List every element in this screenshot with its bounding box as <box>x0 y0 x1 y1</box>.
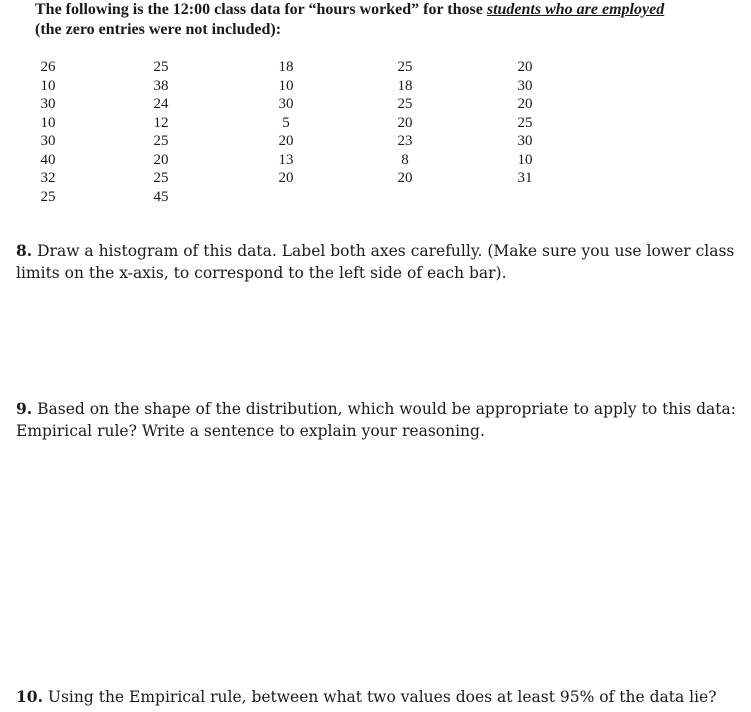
data-value: 24 <box>153 96 169 112</box>
data-value: 30 <box>517 77 533 94</box>
data-value: 10 <box>278 77 294 94</box>
data-value: 13 <box>278 151 294 168</box>
data-value: 20 <box>278 133 294 149</box>
data-column-1 <box>33 58 63 206</box>
question-text: Draw a histogram of this data. Label both axes carefully. (Make sure you use lower class limits on the x-axis, to correspond to the left side of each bar). <box>16 242 735 282</box>
question-9 <box>16 398 746 442</box>
data-value: 20 <box>397 114 413 131</box>
data-value: 23 <box>397 133 413 149</box>
data-value: 30 <box>278 96 294 112</box>
data-value: 25 <box>517 114 533 131</box>
data-value: 12 <box>153 114 169 131</box>
data-value: 32 <box>40 170 56 186</box>
data-value: 10 <box>40 77 56 94</box>
data-value: 40 <box>40 151 56 168</box>
data-value: 30 <box>517 133 533 149</box>
question-number: 10. <box>16 687 43 706</box>
data-value: 5 <box>282 114 290 131</box>
data-column-3 <box>271 58 301 188</box>
data-column-4 <box>390 58 420 188</box>
data-value: 30 <box>40 133 56 149</box>
question-number: 8. <box>16 241 33 260</box>
question-text: Based on the shape of the distribution, which would be appropriate to apply to this data: Empirical rule? Write a sentence to explain your reasoning. <box>16 400 736 440</box>
data-value: 20 <box>278 170 294 186</box>
data-value: 31 <box>517 170 533 186</box>
question-10 <box>16 686 746 708</box>
intro-emphasis: students who are employed <box>486 1 665 18</box>
data-value: 18 <box>278 59 294 75</box>
data-value: 20 <box>517 59 533 75</box>
data-value: 25 <box>153 170 169 186</box>
intro-line-2: (the zero entries were not included): <box>35 21 282 38</box>
question-text: Using the Empirical rule, between what two values does at least 95% of the data lie? <box>47 688 717 706</box>
data-value: 26 <box>40 59 56 75</box>
data-value: 38 <box>153 77 169 94</box>
data-value: 20 <box>397 170 413 186</box>
data-value: 25 <box>397 59 413 75</box>
data-intro <box>35 0 664 40</box>
data-value: 10 <box>40 114 56 131</box>
data-column-5 <box>510 58 540 188</box>
question-8 <box>16 240 746 284</box>
data-value: 18 <box>397 77 413 94</box>
data-value: 8 <box>401 151 409 168</box>
data-value: 25 <box>153 59 169 75</box>
data-column-2 <box>146 58 176 206</box>
data-value: 20 <box>153 151 169 168</box>
intro-line-1 <box>35 0 664 20</box>
data-value: 25 <box>153 133 169 149</box>
question-number: 9. <box>16 399 33 418</box>
intro-text: The following is the 12:00 class data for “hours worked” for those <box>35 1 487 18</box>
data-value: 20 <box>517 96 533 112</box>
data-value: 25 <box>40 188 56 205</box>
data-value: 45 <box>153 188 169 205</box>
data-value: 25 <box>397 96 413 112</box>
data-value: 30 <box>40 96 56 112</box>
data-value: 10 <box>517 151 533 168</box>
